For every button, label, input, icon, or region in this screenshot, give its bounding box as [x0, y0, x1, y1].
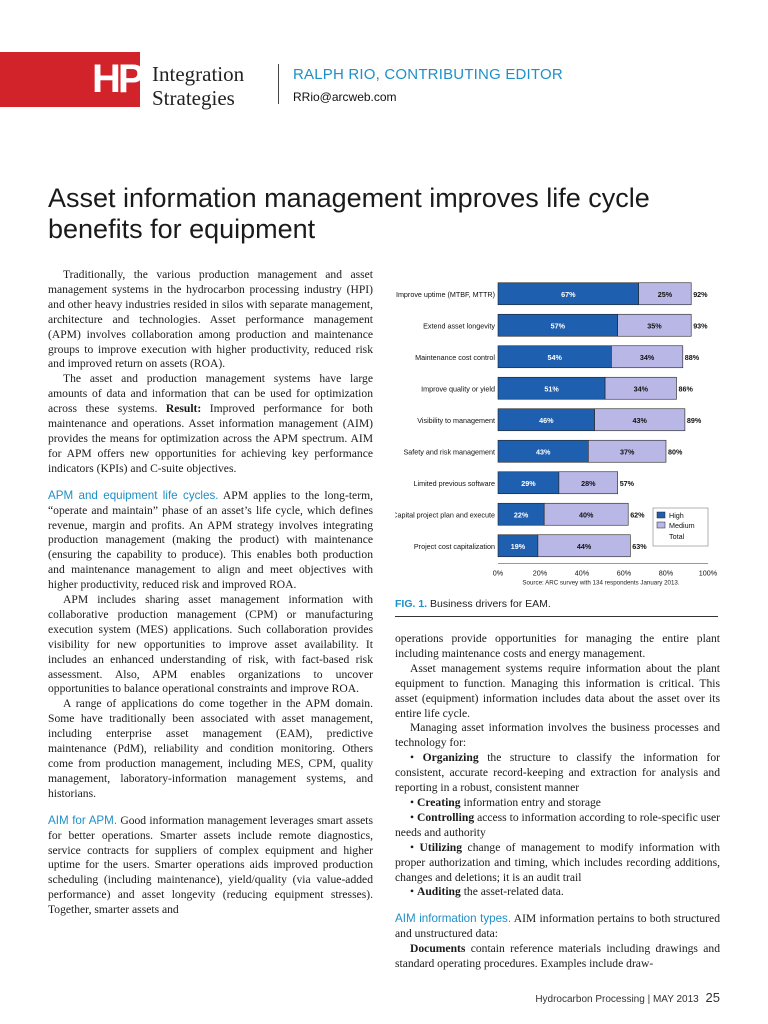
bar-label-medium: 43% — [632, 415, 647, 425]
bar-label-high: 51% — [544, 384, 559, 394]
article-headline: Asset information management improves life cycle benefits for equipment — [48, 183, 650, 244]
x-tick-label: 20% — [532, 568, 548, 578]
legend-swatch-medium — [657, 522, 665, 528]
legend-label: High — [669, 511, 684, 520]
x-tick-label: 80% — [658, 568, 674, 578]
text: the structure to classify the information for consistent, accurate record-keeping and extraction for analysis and reporting in a robust, consistent manner — [395, 751, 721, 795]
left-column — [48, 268, 373, 918]
bar-total-label: 86% — [678, 384, 693, 394]
category-label: Improve quality or yield — [421, 384, 495, 394]
text: Improved performance for both maintenance and operations. Asset information management (AIM) provides the means for optimization across the APM spectrum. AIM for APM offers new opportunities for achieving key performance indicators (KPIs) and C-suite objectives. — [48, 402, 373, 475]
category-label: Extend asset longevity — [423, 321, 495, 331]
paragraph: APM includes sharing asset management information with collaborative production management (CPM) or manufacturing execution system (MES) applications. Such collaboration provides visibility for new opportunities to improve asset availability. It includes an enhanced understanding of risk, with fact-based risk assessment. Also, APM enables organizations to uncover opportunities to balance operational constraints and improve ROA. — [48, 593, 373, 696]
bar-label-medium: 34% — [639, 352, 655, 362]
bar-label-high: 46% — [539, 415, 554, 425]
subhead: AIM information types. — [395, 912, 512, 926]
text: access to information according to role-specific user needs and authority — [395, 810, 720, 839]
right-column — [395, 632, 720, 972]
editor-name: RALPH RIO, CONTRIBUTING EDITOR — [293, 66, 563, 83]
paragraph: operations provide opportunities for managing the entire plant including maintenance costs and energy management. — [395, 632, 720, 660]
x-tick-label: 40% — [574, 568, 590, 578]
legend-swatch-high — [657, 512, 665, 518]
bar-total-label: 89% — [686, 415, 702, 425]
bar-label-medium: 40% — [579, 510, 594, 520]
category-label: Improve uptime (MTBF, MTTR) — [395, 289, 495, 299]
bullet-item: • Organizing the structure to classify the information for consistent, accurate record-keeping and extraction for analysis and reporting in a robust, consistent manner — [395, 751, 721, 795]
x-tick-label: 0% — [492, 568, 504, 578]
bold-text: Organizing — [422, 751, 479, 765]
legend-label: Total — [669, 532, 685, 541]
category-label: Maintenance cost control — [415, 352, 495, 362]
bar-label-high: 57% — [550, 321, 566, 331]
page-footer — [535, 990, 720, 1005]
bar-total-label: 63% — [632, 541, 647, 551]
series-title-line1: Integration — [152, 62, 245, 86]
figure-number: FIG. 1. — [395, 598, 428, 610]
x-tick-label: 60% — [616, 568, 632, 578]
bold-text: Creating — [416, 795, 461, 809]
bullet-item: • Creating information entry and storage — [410, 795, 601, 809]
text: APM applies to the long-term, “operate and maintain” phase of an asset’s life cycle, which defines revenue, margin and profits. An APM strategy involves integrating production management (making the product) with maintenance (ensuring the capability to produce). This enables both production and maintenance management to align and meet objectives with higher productivity, reduced risk and improved ROA. — [48, 488, 373, 592]
paragraph — [48, 489, 373, 593]
paragraph — [395, 912, 720, 942]
bold-text: Result: — [165, 402, 202, 416]
paragraph: Managing asset information involves the business processes and technology for: — [395, 721, 720, 750]
bar-label-medium: 44% — [576, 541, 592, 551]
column-series-title — [152, 62, 244, 110]
category-label: Limited previous software — [413, 478, 495, 488]
bar-label-medium: 37% — [619, 447, 635, 457]
bold-text: Auditing — [416, 885, 461, 899]
paragraph: A range of applications do come together in the APM domain. Some have traditionally been associated with asset management, including enterprise asset management (EAM), predictive maintenance (PdM), reliability and condition monitoring. Others come from production management, including MES, CPM, quality management, laboratory-information management systems, and historians. — [48, 697, 373, 800]
bold-text: Controlling — [417, 810, 475, 824]
header-divider — [278, 64, 279, 104]
figure-caption — [395, 598, 551, 610]
bar-label-high: 54% — [547, 352, 562, 362]
paragraph: Asset management systems require information about the plant equipment to function. Managing this information is critical. This asset (equipment) information includes data about the asset over its entire life cycle. — [395, 661, 720, 720]
bullet-item: • Auditing the asset-related data. — [410, 885, 564, 899]
text: contain reference materials including drawings and standard operating procedures. Examples include draw- — [395, 942, 720, 971]
page-number: 25 — [705, 990, 720, 1005]
text: the asset-related data. — [463, 885, 564, 899]
bar-label-high: 29% — [521, 478, 536, 488]
text: information entry and storage — [463, 795, 601, 809]
category-label: Capital project plan and execute — [395, 510, 495, 520]
category-label: Safety and risk management — [403, 447, 495, 457]
bar-label-medium: 28% — [581, 478, 596, 488]
chart-svg — [395, 276, 730, 596]
subhead: AIM for APM. — [48, 813, 118, 827]
bar-label-high: 43% — [535, 447, 551, 457]
bar-label-medium: 25% — [657, 289, 673, 299]
bar-label-high: 67% — [561, 289, 576, 299]
paragraph — [48, 372, 373, 476]
bold-text: Documents — [410, 942, 466, 956]
legend-label: Medium — [669, 521, 695, 530]
text: change of management to modify information with proper authorization and timing, which includes recording additions, changes and deletions; it is an audit trail — [395, 840, 720, 884]
text: Good information management leverages smart assets for better operations. Smarter assets include remote diagnostics, service contracts for suppliers of complex equipment and higher uptime for the users. Smarter operations aids improved production scheduling (including maintenance), yield/quality (via value-added performance) and asset longevity (reducing equipment stresses). Together, smarter assets and — [48, 813, 373, 917]
bullet-item: • Utilizing change of management to modify information with proper authorization and timing, which includes recording additions, changes and deletions; it is an audit trail — [395, 840, 720, 884]
series-title-line2: Strategies — [152, 86, 235, 110]
x-tick-label: 100% — [698, 568, 718, 578]
subhead: APM and equipment life cycles. — [48, 488, 219, 502]
editor-email[interactable]: RRio@arcweb.com — [293, 90, 397, 104]
bullet-item: • Controlling access to information according to role-specific user needs and authority — [395, 810, 720, 839]
caption-rule — [395, 616, 718, 617]
paragraph — [395, 942, 720, 972]
bar-total-label: 92% — [693, 289, 708, 299]
figure-caption-text: Business drivers for EAM. — [430, 598, 551, 610]
hp-logo: HP — [92, 57, 142, 101]
bar-total-label: 88% — [684, 352, 700, 362]
category-label: Visibility to management — [417, 415, 495, 425]
publication-info: Hydrocarbon Processing | MAY 2013 — [535, 994, 699, 1005]
text: AIM information pertains to both structured and unstructured data: — [395, 912, 720, 941]
bar-label-medium: 35% — [647, 321, 662, 331]
bar-label-high: 22% — [513, 510, 529, 520]
paragraph: Traditionally, the various production management and asset management systems in the hydrocarbon processing industry (HPI) and other heavy industries resided in silos with separate management, architecture and technologies. Asset performance management (APM) involves collaboration among production and maintenance groups to improve execution with higher productivity, reduced risk and improved return on assets (ROA). — [48, 268, 373, 371]
bar-total-label: 62% — [630, 510, 645, 520]
bar-label-medium: 34% — [633, 384, 648, 394]
text: The asset and production management systems have large amounts of data and information that can be used for optimization across these systems. — [48, 372, 373, 416]
bar-label-high: 19% — [510, 541, 526, 551]
chart-business-drivers — [395, 276, 730, 596]
bar-total-label: 57% — [619, 478, 635, 488]
bar-total-label: 80% — [668, 447, 683, 457]
paragraph — [48, 814, 373, 918]
bold-text: Utilizing — [419, 840, 463, 854]
bar-total-label: 93% — [693, 321, 708, 331]
chart-source: Source: ARC survey with 134 respondents January 2013. — [522, 579, 680, 587]
category-label: Project cost capitalization — [413, 541, 495, 551]
